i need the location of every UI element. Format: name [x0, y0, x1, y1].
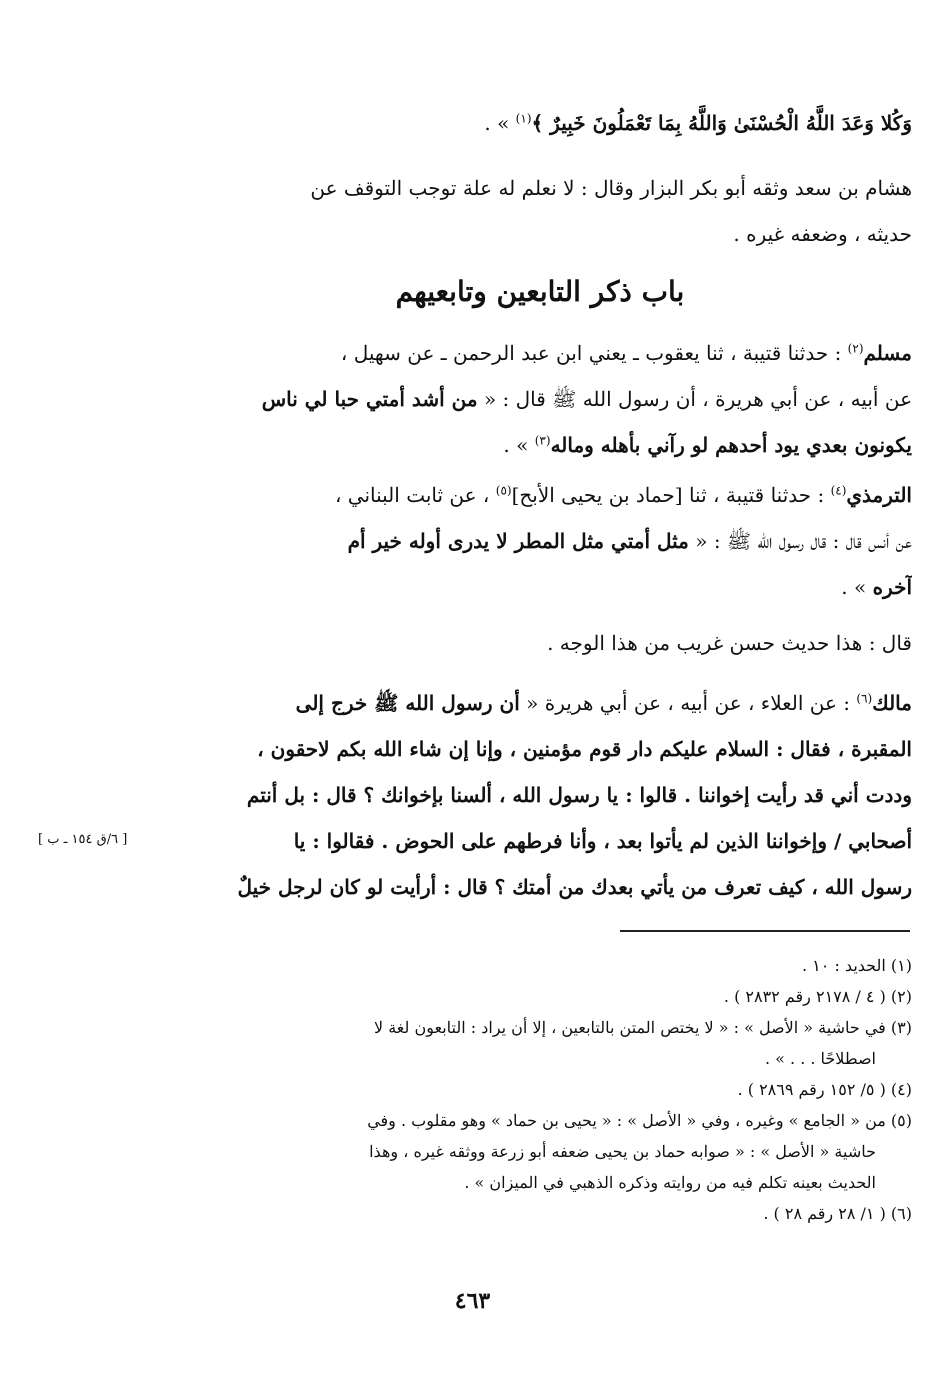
paragraph-tirmidhi: [168, 472, 912, 610]
footnotes: [168, 950, 912, 1229]
footnote: (٣) في حاشية « الأصل » : « لا يختص المتن بالتابعين ، إلا أن يراد : التابعون لغة لا: [374, 1018, 912, 1037]
paragraph-malik: [168, 680, 912, 910]
section-heading: باب ذكر التابعين وتابعيهم: [395, 275, 685, 308]
footnote-ref: (٣): [534, 433, 551, 448]
hadith-text: أن رسول الله ﷺ خرج إلى: [295, 691, 520, 715]
footnote: (١) الحديد : ١٠ .: [802, 956, 912, 975]
footnote-continuation: الحديث بعينه تكلم فيه من روايته وذكره الذهبي في الميزان » .: [464, 1173, 876, 1192]
footnote: (٤) ( ٥/ ١٥٢ رقم ٢٨٦٩ ) .: [737, 1080, 912, 1099]
hadith-end: » .: [503, 433, 535, 457]
paragraph-muslim: [168, 330, 912, 468]
footnote-divider: [620, 930, 910, 932]
hadith-line: أصحابي / وإخواننا الذين لم يأتوا بعد ، وأنا فرطهم على الحوض . فقالوا : يا: [293, 829, 912, 853]
manuscript-folio-note: [ ٦/ق ١٥٤ ـ ب ]: [38, 832, 128, 847]
hadith-end: » .: [841, 575, 873, 599]
isnad-text: ، عن ثابت البناني ،: [334, 483, 496, 507]
page-number: ٤٦٣: [454, 1288, 491, 1314]
hadith-text: يكونون بعدي يود أحدهم لو رآني بأهله وماله: [550, 433, 912, 457]
source-name: مسلم: [863, 341, 912, 365]
hadith-line: المقبرة ، فقال : السلام عليكم دار قوم مؤمنين ، وإنا إن شاء الله بكم لاحقون ،: [257, 737, 912, 761]
verse-end: » .: [484, 111, 516, 135]
paragraph-line: حديثه ، وضعفه غيره .: [733, 222, 912, 246]
footnote-ref: (٥): [495, 483, 512, 498]
footnote: (٢) ( ٤ / ٢١٧٨ رقم ٢٨٣٢ ) .: [723, 987, 912, 1006]
paragraph-line: هشام بن سعد وثقه أبو بكر البزار وقال : لا نعلم له علة توجب التوقف عن: [310, 176, 912, 200]
hadith-line: رسول الله ، كيف تعرف من يأتي بعدك من أمتك ؟ قال : أرأيت لو كان لرجل خيلٌ: [237, 875, 912, 899]
hadith-line: وددت أني قد رأيت إخواننا . قالوا : يا رسول الله ، ألسنا بإخوانك ؟ قال : بل أنتم: [246, 783, 912, 807]
hadith-text: من أشد أمتي حبا لي ناس: [261, 387, 478, 411]
verse-text: وَكُلا وَعَدَ اللَّهُ الْحُسْنَىٰ وَاللَّهُ بِمَا تَعْمَلُونَ خَبِيرٌ ﴾: [531, 111, 912, 135]
source-name: الترمذي: [846, 483, 912, 507]
isnad-text: عن أنس قال : قال رسول الله ﷺ : «: [688, 529, 912, 553]
footnote-continuation: حاشية « الأصل » : « صوابه حماد بن يحيى ضعفه أبو زرعة ووثقه غيره ، وهذا: [369, 1142, 876, 1161]
isnad-text: : حدثنا قتيبة ، ثنا يعقوب ـ يعني ابن عبد الرحمن ـ عن سهيل ،: [340, 341, 848, 365]
hadith-text: آخره: [872, 575, 912, 599]
paragraph-line: قال : هذا حديث حسن غريب من هذا الوجه .: [547, 631, 912, 655]
paragraph-tirmidhi-comment: [168, 620, 912, 666]
isnad-text: عن أبيه ، عن أبي هريرة ، أن رسول الله ﷺ قال : «: [477, 387, 912, 411]
footnote-ref: (٤): [830, 483, 847, 498]
footnote-continuation: اصطلاحًا . . . » .: [764, 1049, 876, 1068]
verse-continuation: [168, 100, 912, 146]
hadith-text: مثل أمتي مثل المطر لا يدرى أوله خير أم: [347, 529, 689, 553]
source-name: مالك: [872, 691, 912, 715]
footnote-ref: (٦): [856, 691, 873, 706]
isnad-text: : حدثنا قتيبة ، ثنا [حماد بن يحيى الأبح]: [511, 483, 831, 507]
footnote: (٥) من « الجامع » وغيره ، وفي « الأصل » : « يحيى بن حماد » وهو مقلوب . وفي: [367, 1111, 912, 1130]
footnote: (٦) ( ١/ ٢٨ رقم ٢٨ ) .: [763, 1204, 912, 1223]
footnote-ref: (٢): [847, 341, 864, 356]
paragraph-hisham: [168, 165, 912, 257]
footnote-ref: (١): [515, 111, 532, 126]
isnad-text: : عن العلاء ، عن أبيه ، عن أبي هريرة «: [519, 691, 857, 715]
